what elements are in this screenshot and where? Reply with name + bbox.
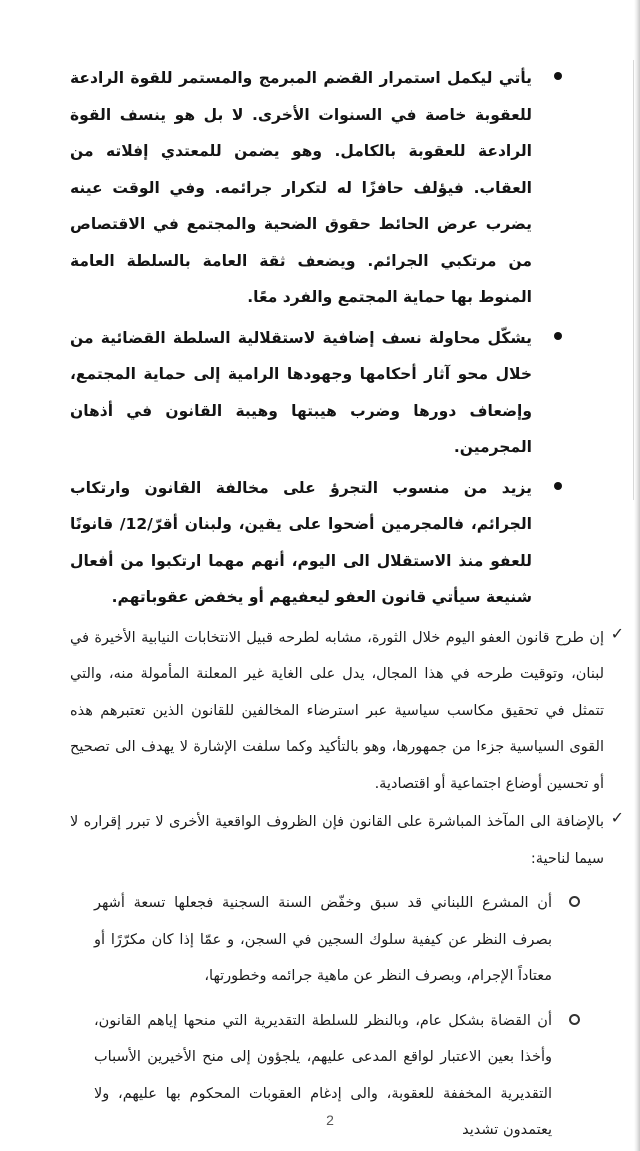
page-number: 2 — [326, 1112, 334, 1128]
check-text: بالإضافة الى المآخذ المباشرة على القانون فإن الظروف الواقعية الأخرى لا تبرر إقراره لا سيما لناحية: — [70, 814, 604, 867]
check-item — [70, 804, 626, 877]
hollow-circle-icon — [569, 896, 580, 907]
bullet-dot-icon — [554, 332, 562, 340]
document-body — [70, 60, 624, 1149]
page-fold-line — [633, 60, 634, 500]
bullet-item — [70, 60, 570, 316]
bullet-text: يشكّل محاولة نسف إضافية لاستقلالية السلطة القضائية من خلال محو آثار أحكامها وجهودها الرامية إلى حماية المجتمع، وإضعاف دورها وضرب هيبتها وهيبة القانون في أذهان المجرمين. — [70, 328, 532, 456]
sub-item-text: أن المشرع اللبناني قد سبق وخفّض السنة السجنية فجعلها تسعة أشهر بصرف النظر عن كيفية سلوك السجين في السجن، و عمّا إذا كان مكرّرًا أو معتاداً الإجرام، وبصرف النظر عن ماهية جرائمه وخطورتها، — [94, 895, 552, 984]
check-item — [70, 620, 626, 803]
bullet-item — [70, 470, 570, 616]
checkmark-icon: ✓ — [610, 623, 624, 643]
bullet-dot-icon — [554, 72, 562, 80]
page-edge-shadow — [634, 0, 640, 1151]
checkmark-icon: ✓ — [610, 808, 624, 827]
bullet-text: يزيد من منسوب التجرؤ على مخالفة القانون وارتكاب الجرائم، فالمجرمين أضحوا على يقين، ولبنان أقرّ/12/ قانونًا للعفو منذ الاستقلال الى اليوم، أنهم مهما ارتكبوا من أفعال شنيعة سيأتي قانون العفو ليعفيهم أو يخفض عقوباتهم. — [70, 478, 532, 606]
check-text: إن طرح قانون العفو اليوم خلال الثورة، مشابه لطرحه قبيل الانتخابات النيابية الأخيرة في لبنان، وتوقيت طرحه في هذا المجال، يدل على الغاية غير المعلنة المأمولة منه، والتي تتمثل في تحقيق مكاسب سياسية عبر استرضاء المخالفين للقانون الذين تعتبرهم هذه القوى السياسية جزءا من جمهورها، وهو بالتأكيد وكما سلفت الإشارة لا يهدف الى تصحيح أو تحسين أوضاع اجتماعية أو اقتصادية. — [70, 629, 604, 792]
bullet-dot-icon — [554, 482, 562, 490]
bullet-text: يأتي ليكمل استمرار القضم المبرمج والمستمر للقوة الرادعة للعقوبة خاصة في السنوات الأخرى. لا بل هو ينسف القوة الرادعة للعقوبة بالكامل. وهو يضمن للمعتدي إفلاته من العقاب. فيؤلف حافزًا له لتكرار جرائمه. وفي الوقت عينه يضرب عرض الحائط حقوق الضحية والمجتمع في الاقتصاص من مرتكبي الجرائم. ويضعف ثقة العامة بالسلطة العامة المنوط بها حماية المجتمع والفرد معًا. — [70, 69, 532, 306]
bullet-item — [70, 320, 570, 466]
sub-item-text: أن القضاة بشكل عام، وبالنظر للسلطة التقديرية التي منحها إياهم القانون، وأخذا بعين الاعتبار لواقع المدعى عليهم، يلجؤون إلى منح الأخيرين الأسباب التقديرية المخففة للعقوبة، والى إدغام العقوبات المحكوم بها عليهم، ولا يعتمدون تشديد — [94, 1012, 552, 1138]
hollow-circle-icon — [569, 1014, 580, 1025]
sub-item — [94, 885, 590, 995]
